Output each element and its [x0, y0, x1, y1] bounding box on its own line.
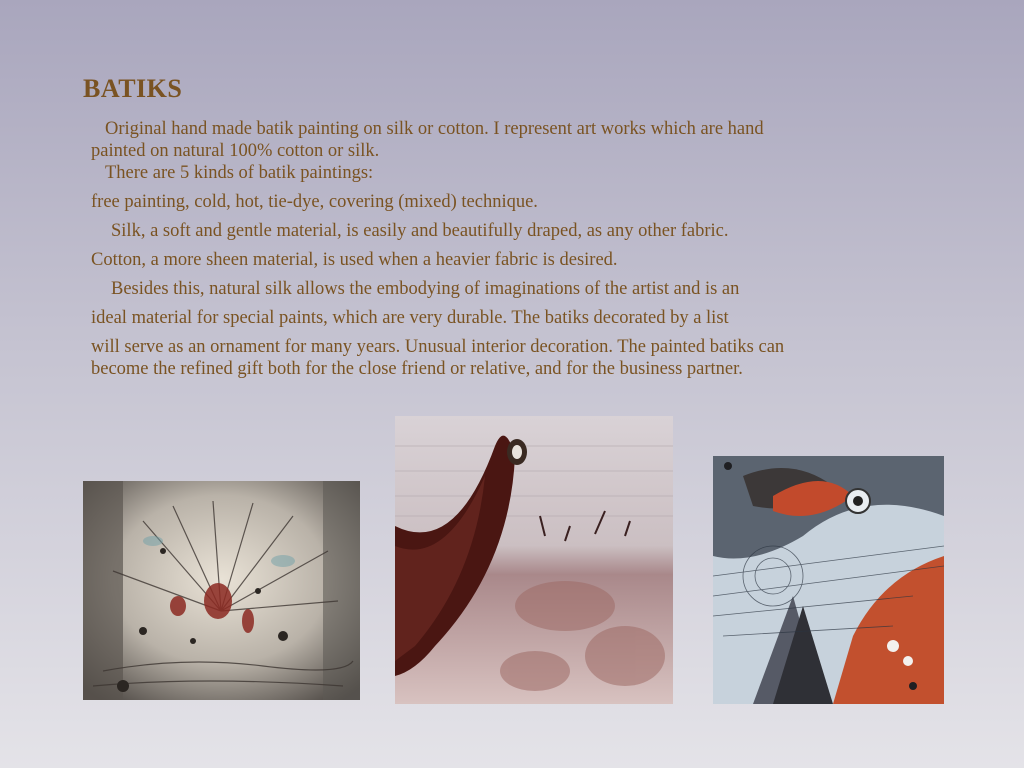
paragraph-line: free painting, cold, hot, tie-dye, covering (mixed) technique.: [91, 192, 538, 212]
paragraph-line: Silk, a soft and gentle material, is easily and beautifully draped, as any other fabric.: [111, 221, 729, 241]
batik-image-3: [713, 456, 944, 704]
paragraph-line: Cotton, a more sheen material, is used when a heavier fabric is desired.: [91, 250, 618, 270]
batik-image-1: [83, 481, 360, 700]
paragraph-line: will serve as an ornament for many years. Unusual interior decoration. The painted batiks can: [91, 337, 785, 357]
paragraph-line: painted on natural 100% cotton or silk.: [91, 141, 380, 161]
page-title: BATIKS: [83, 74, 183, 103]
paragraph-line: There are 5 kinds of batik paintings:: [105, 163, 374, 183]
paragraph-line: become the refined gift both for the close friend or relative, and for the business partner.: [91, 359, 743, 379]
paragraph-line: ideal material for special paints, which are very durable. The batiks decorated by a list: [91, 308, 729, 328]
description-text: [91, 118, 951, 380]
paragraph-line: Original hand made batik painting on silk or cotton. I represent art works which are hand: [105, 119, 764, 139]
paragraph-line: Besides this, natural silk allows the embodying of imaginations of the artist and is an: [111, 279, 740, 299]
batik-image-2: [395, 416, 673, 704]
